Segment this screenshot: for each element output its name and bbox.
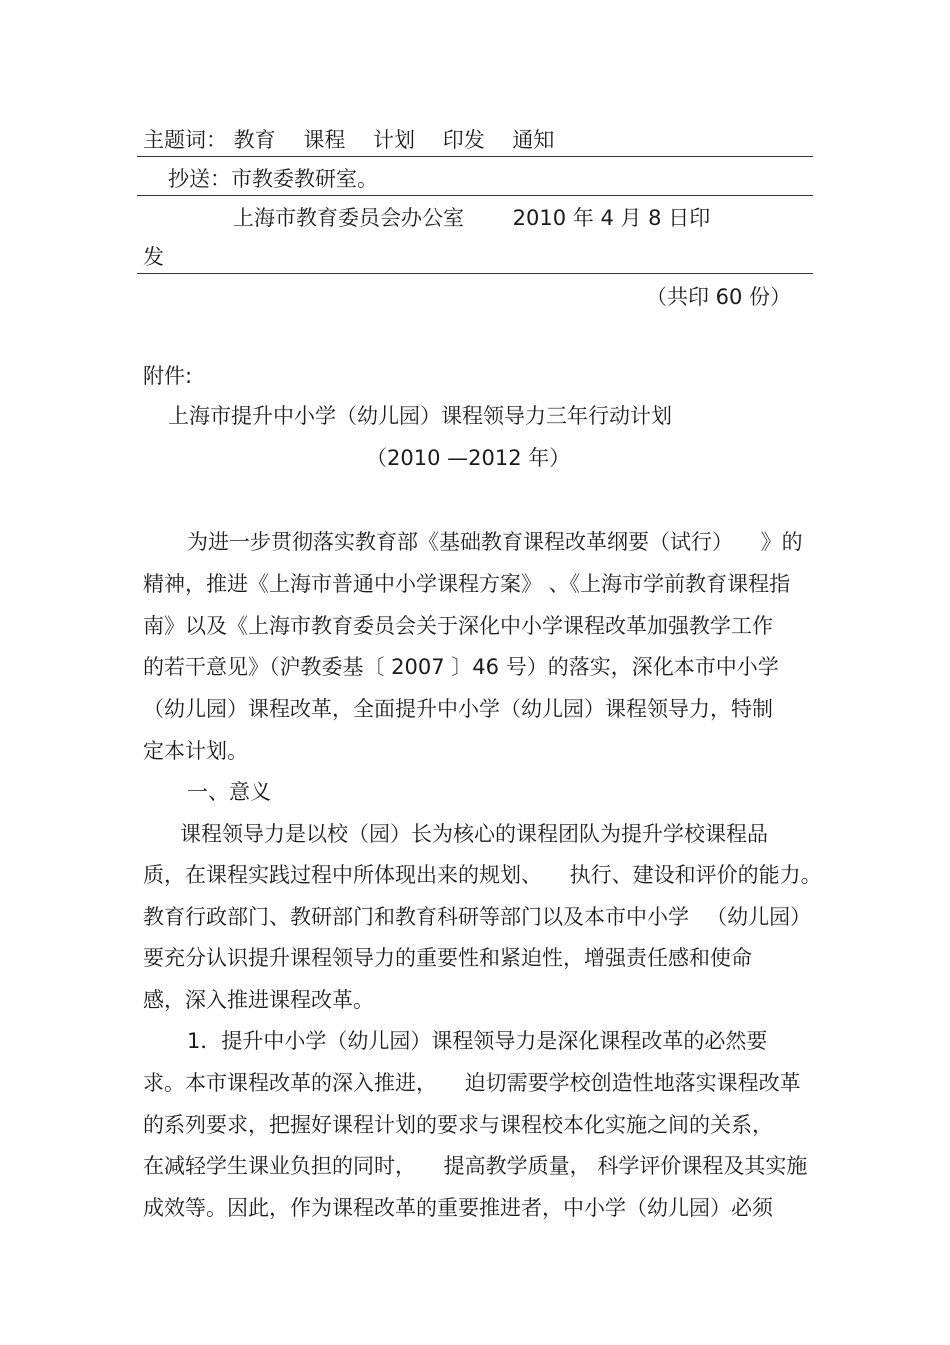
paragraph-line: 课程领导力是以校（园）长为核心的课程团队为提升学校课程品	[180, 822, 768, 846]
paragraph-line: 南》以及《上海市教育委员会关于深化中小学课程改革加强教学工作	[143, 614, 773, 638]
paragraph-line: （幼儿园）课程改革，全面提升中小学（幼儿园）课程领导力，特制	[143, 697, 773, 721]
paragraph-line: 在减轻学生课业负担的同时， 提高教学质量， 科学评价课程及其实施	[143, 1154, 808, 1178]
attachment-label: 附件:	[143, 364, 193, 388]
paragraph-line: 1．提升中小学（幼儿园）课程领导力是深化课程改革的必然要	[187, 1029, 768, 1053]
paragraph-line: 质，在课程实践过程中所体现出来的规划、 执行、建设和评价的能力。	[143, 863, 822, 887]
paragraph-line: 的系列要求，把握好课程计划的要求与课程校本化实施之间的关系，	[143, 1113, 773, 1137]
cc-line: 抄送：市教委教研室。	[168, 167, 378, 191]
divider	[137, 156, 813, 157]
paragraph-line: 求。本市课程改革的深入推进， 迫切需要学校创造性地落实课程改革	[143, 1071, 801, 1095]
issuer-line: 上海市教育委员会办公室 2010 年 4 月 8 日印	[233, 206, 711, 230]
issuer-line-continued: 发	[143, 245, 164, 269]
document-subtitle: （2010 —2012 年）	[366, 446, 571, 470]
paragraph-line: 教育行政部门、教研部门和教育科研等部门以及本市中小学 （幼儿园）	[143, 905, 812, 929]
section-heading: 一、意义	[187, 780, 271, 804]
paragraph-line: 成效等。因此，作为课程改革的重要推进者，中小学（幼儿园）必须	[143, 1196, 773, 1220]
document-title: 上海市提升中小学（幼儿园）课程领导力三年行动计划	[168, 404, 672, 428]
paragraph-line: 的若干意见》（沪教委基〔 2007 〕46 号）的落实，深化本市中小学	[143, 655, 779, 679]
copies-count: （共印 60 份）	[646, 285, 792, 309]
paragraph-line: 定本计划。	[143, 739, 248, 763]
paragraph-line: 精神，推进《上海市普通中小学课程方案》 、《上海市学前教育课程指	[143, 572, 791, 596]
paragraph-line: 要充分认识提升课程领导力的重要性和紧迫性，增强责任感和使命	[143, 946, 752, 970]
subject-words: 主题词： 教育 课程 计划 印发 通知	[143, 128, 555, 152]
paragraph-line: 感，深入推进课程改革。	[143, 988, 374, 1012]
divider	[137, 273, 813, 274]
paragraph-line: 为进一步贯彻落实教育部《基础教育课程改革纲要（试行） 》的	[187, 530, 803, 554]
divider	[137, 195, 813, 196]
